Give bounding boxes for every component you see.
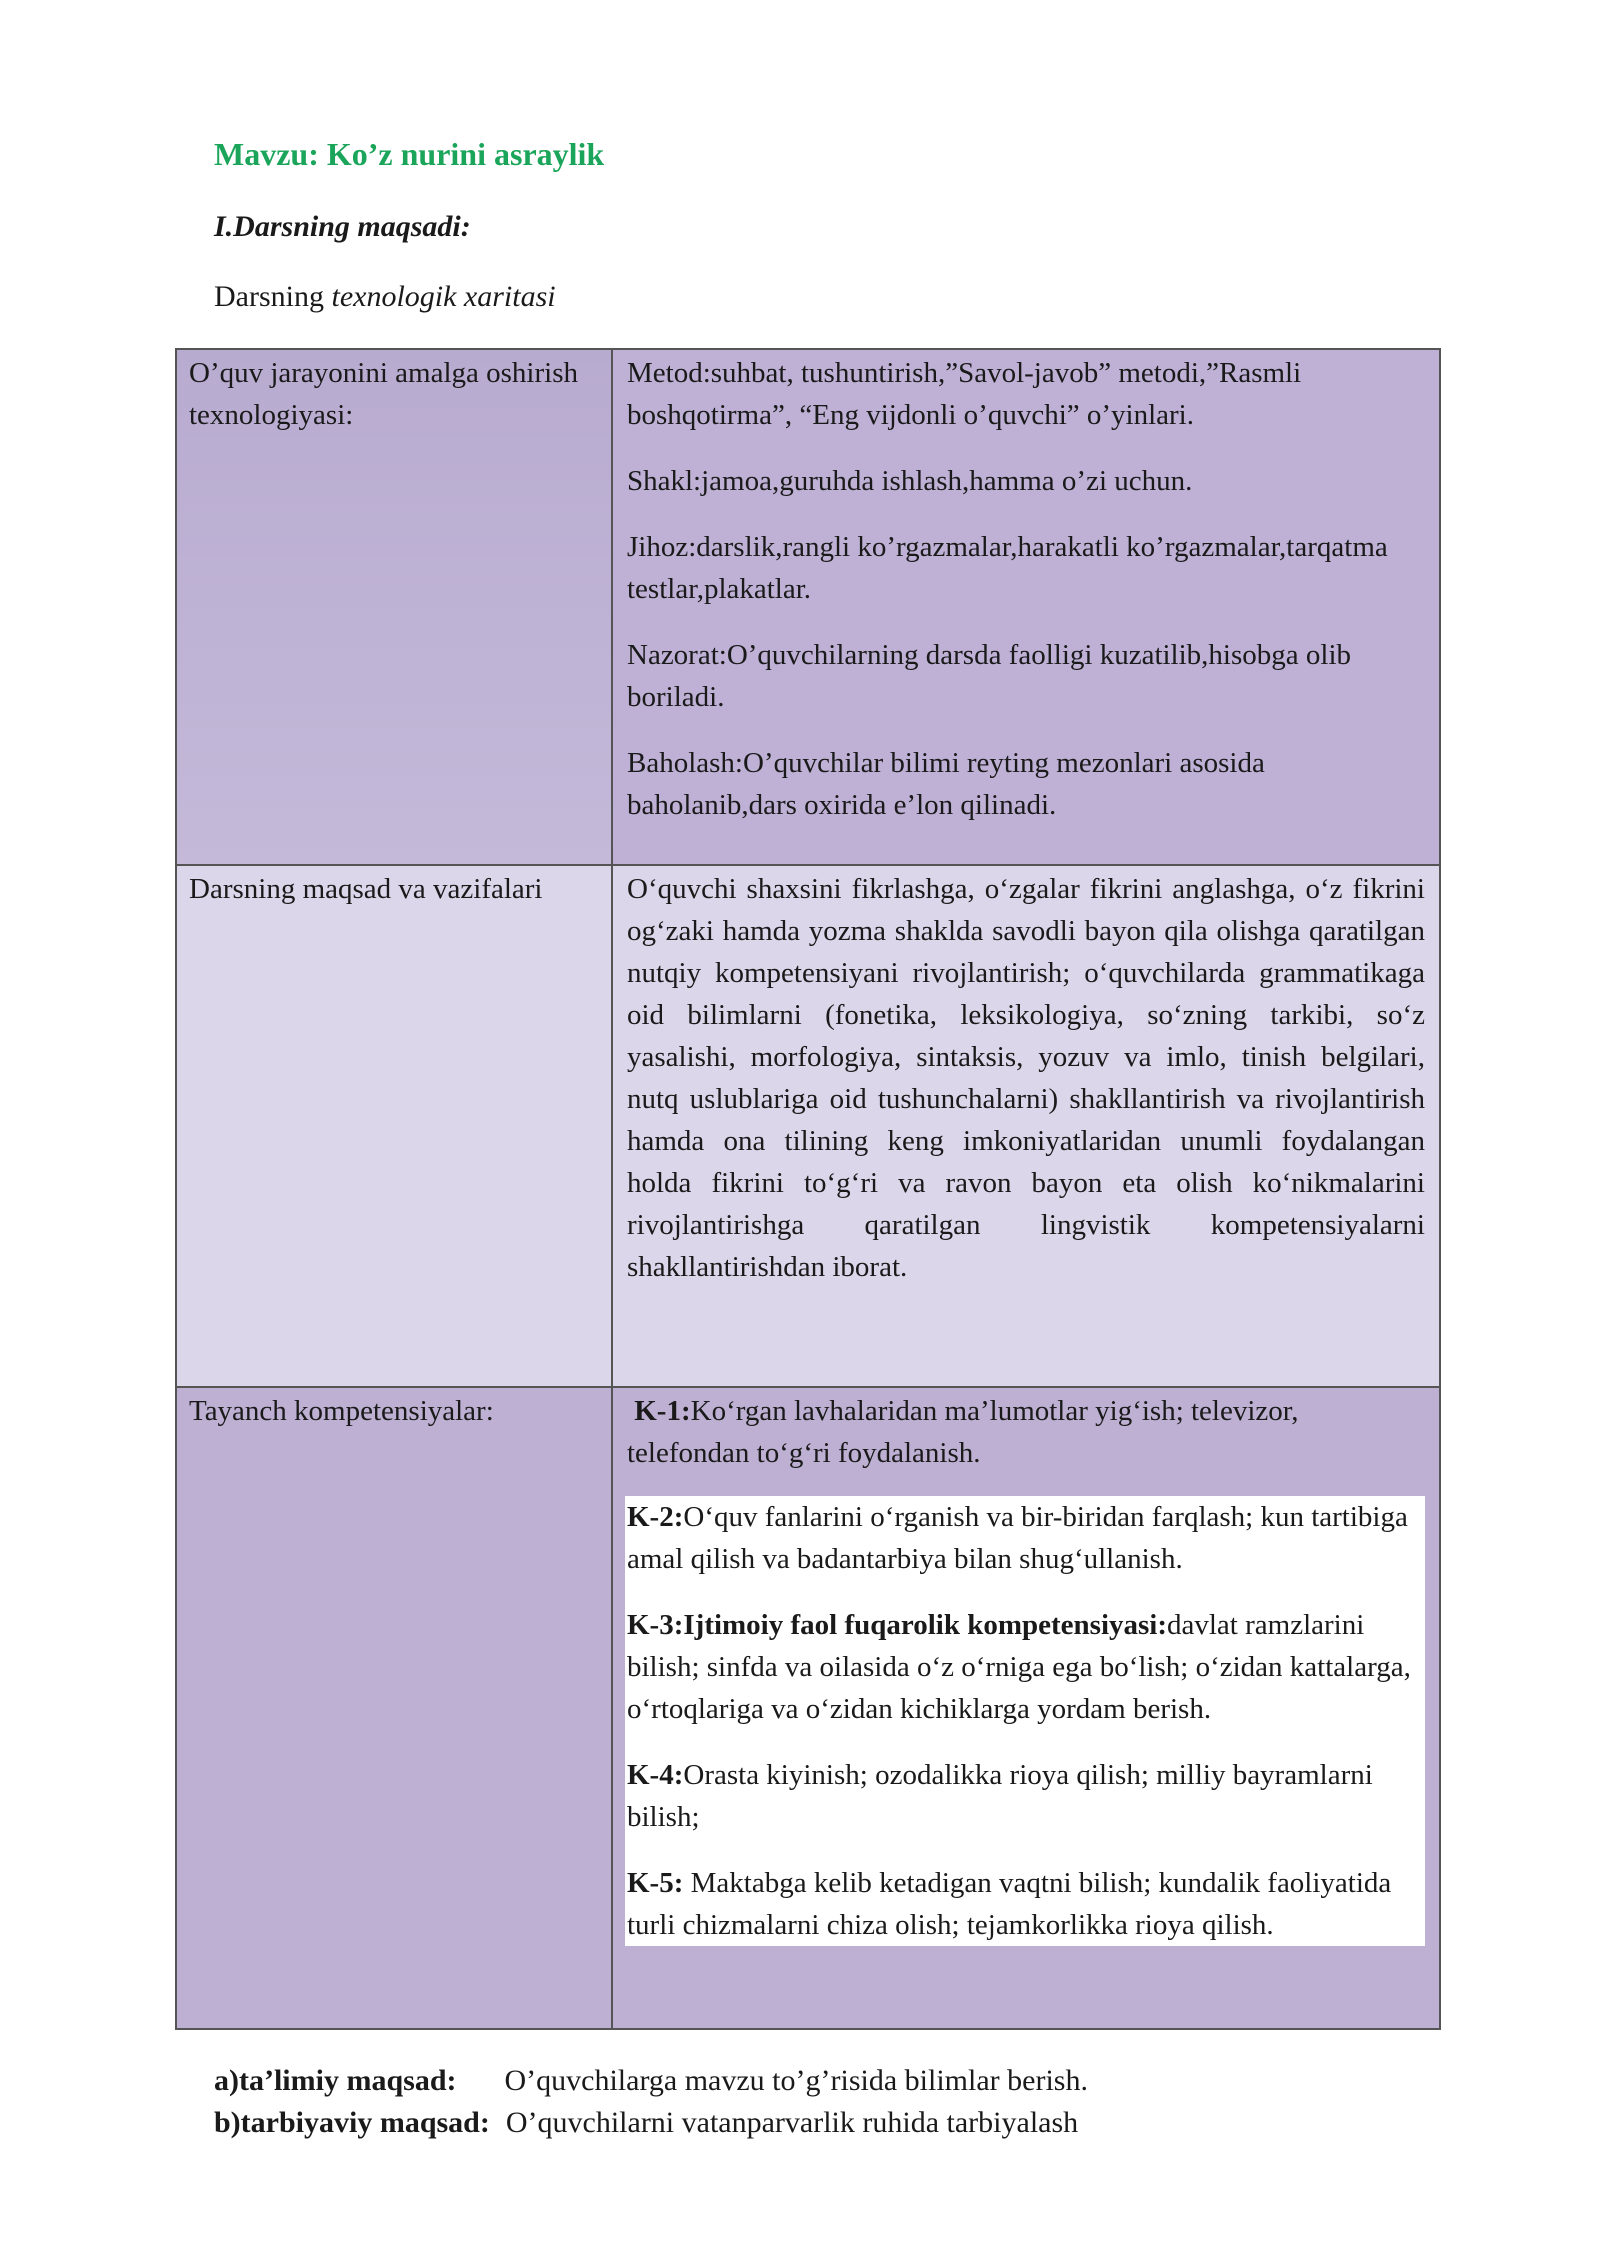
k3-text: davlat ramzlarini bilish; sinfda va oilasida o‘z o‘rniga ega bo‘lish; o‘zidan kattalarga, o‘rtoqlariga va o‘zidan kichiklarga yordam berish. (627, 1609, 1411, 1725)
educational-goal (214, 2064, 1088, 2098)
k5-code: K-5: (627, 1867, 684, 1899)
table-label-cell (176, 1387, 612, 2029)
table-content-cell (612, 349, 1440, 865)
table-row (176, 1387, 1440, 2029)
upbringing-goal (214, 2106, 1078, 2140)
table-content-cell (612, 1387, 1440, 2029)
lesson-goal-heading: I.Darsning maqsadi: (214, 210, 471, 243)
upbringing-goal-text: O’quvchilarni vatanparvarlik ruhida tarbiyalash (505, 2106, 1079, 2139)
competency-k4 (627, 1754, 1425, 1838)
table-content-cell (612, 865, 1440, 1387)
row-label-competencies: Tayanch kompetensiyalar: (189, 1395, 494, 1427)
educational-goal-text: O’quvchilarga mavzu to’g’risida bilimlar berish. (504, 2064, 1088, 2097)
competency-box (625, 1496, 1425, 1946)
goals-text: O‘quvchi shaxsini fikrlashga, o‘zgalar fikrini anglashga, o‘z fikrini og‘zaki hamda yozma shaklda savodli bayon qila olishga qaratilgan nutqiy kompetensiyani rivojlantirish; o‘quvchilarda grammatikaga oid bilimlarni (fonetika, leksikologiya, so‘zning tarkibi, so‘z yasalishi, morfologiya, sintaksis, yozuv va imlo, tinish belgilari, nutq uslublariga oid tushunchalarni) shakllantirish va rivojlantirish hamda ona tilining keng imkoniyatlaridan unumli foydalangan holda fikrini to‘g‘ri va ravon bayon eta olish ko‘nikmalarini rivojlantirishga qaratilgan lingvistik kompetensiyalarni shakllantirishdan iborat. (627, 873, 1425, 1283)
control-paragraph: Nazorat:O’quvchilarning darsda faolligi kuzatilib,hisobga olib boriladi. (627, 639, 1351, 713)
table-label-cell (176, 349, 612, 865)
k2-text: O‘quv fanlarini o‘rganish va bir-biridan farqlash; kun tartibiga amal qilish va badantarbiya bilan shug‘ullanish. (627, 1501, 1408, 1575)
k4-code: K-4: (627, 1759, 684, 1791)
k1-code: K-1: (634, 1395, 691, 1427)
k4-text: Orasta kiyinish; ozodalikka rioya qilish; milliy bayramlarni bilish; (627, 1759, 1373, 1833)
tech-map-italic: texnologik xaritasi (331, 280, 556, 313)
form-paragraph: Shakl:jamoa,guruhda ishlash,hamma o’zi uchun. (627, 465, 1193, 497)
method-paragraph: Metod:suhbat, tushuntirish,”Savol-javob” metodi,”Rasmli boshqotirma”, “Eng vijdonli o’quvchi” o’yinlari. (627, 357, 1302, 431)
educational-goal-label: a)ta’limiy maqsad: (214, 2064, 457, 2097)
assessment-paragraph: Baholash:O’quvchilar bilimi reyting mezonlari asosida baholanib,dars oxirida e’lon qilinadi. (627, 747, 1265, 821)
competency-k3 (627, 1604, 1425, 1730)
table-row (176, 349, 1440, 865)
table-row (176, 865, 1440, 1387)
k3-code: K-3:Ijtimoiy faol fuqarolik kompetensiyasi: (627, 1609, 1167, 1641)
tech-map-heading (214, 280, 556, 314)
equipment-paragraph: Jihoz:darslik,rangli ko’rgazmalar,harakatli ko’rgazmalar,tarqatma testlar,plakatlar. (627, 531, 1388, 605)
row-label-technology: O’quv jarayonini amalga oshirish texnologiyasi: (189, 357, 578, 431)
competency-k5 (627, 1862, 1425, 1946)
table-label-cell (176, 865, 612, 1387)
competency-k1 (627, 1390, 1425, 1474)
page-title: Mavzu: Ko’z nurini asraylik (214, 136, 605, 172)
row-label-goals: Darsning maqsad va vazifalari (189, 873, 543, 905)
k2-code: K-2: (627, 1501, 684, 1533)
tech-map-prefix: Darsning (214, 280, 332, 313)
competency-k2 (627, 1496, 1425, 1580)
k5-text: Maktabga kelib ketadigan vaqtni bilish; kundalik faoliyatida turli chizmalarni chiza olish; tejamkorlikka rioya qilish. (627, 1867, 1392, 1941)
lesson-table (175, 348, 1441, 2030)
upbringing-goal-label: b)tarbiyaviy maqsad: (214, 2106, 490, 2139)
k1-text: Ko‘rgan lavhalaridan ma’lumotlar yig‘ish; televizor, telefondan to‘g‘ri foydalanish. (627, 1395, 1299, 1469)
